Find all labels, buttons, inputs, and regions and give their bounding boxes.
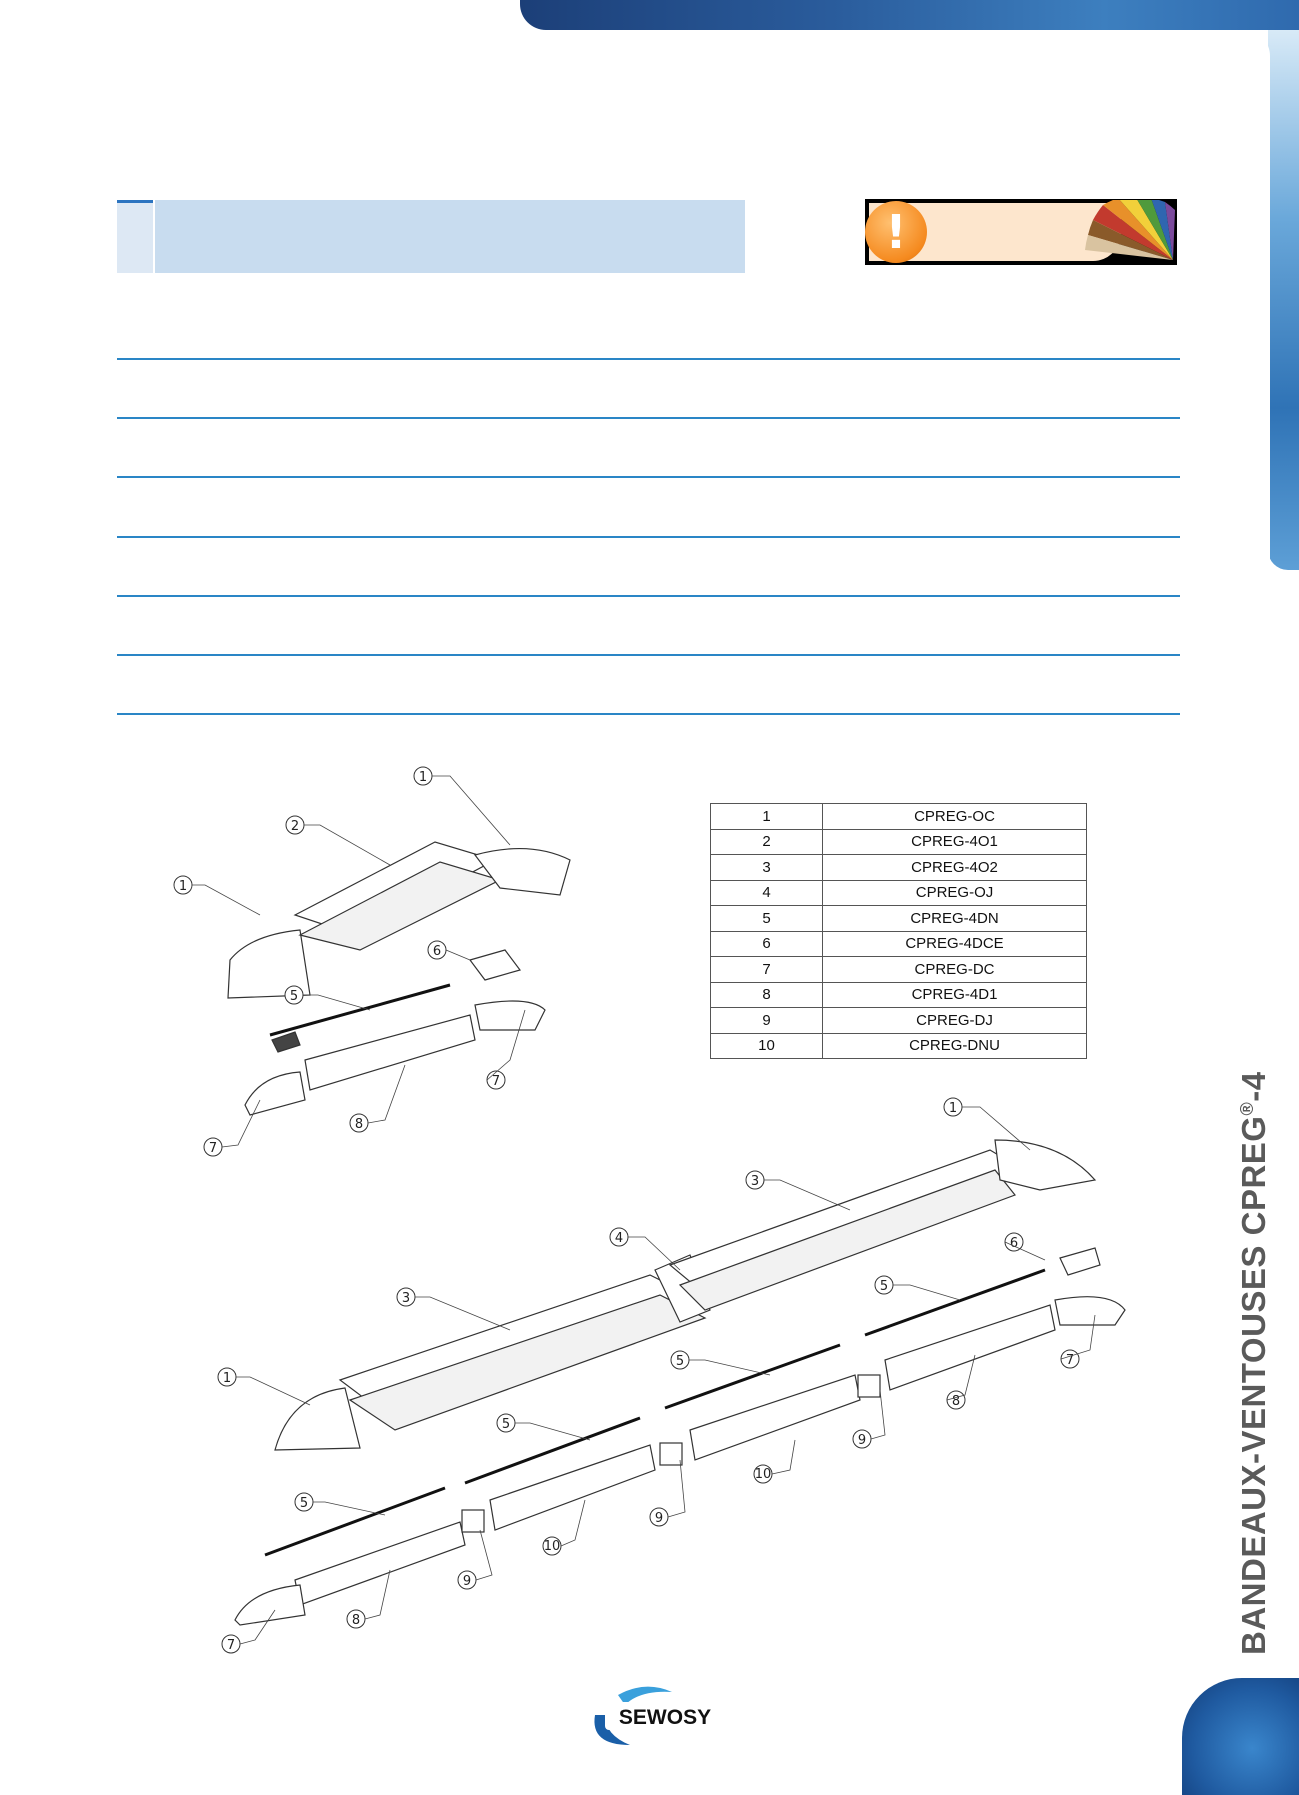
callout-7: 7: [1065, 1353, 1075, 1368]
table-rule: [117, 358, 1180, 360]
title-box: [155, 200, 745, 273]
part-number: 4: [711, 880, 823, 906]
corner-water-decoration: [1182, 1678, 1299, 1795]
callout-2: 2: [290, 819, 300, 834]
side-title-main: BANDEAUX-VENTOUSES CPREG: [1235, 1115, 1272, 1655]
part-code: CPREG-DJ: [823, 1008, 1087, 1034]
table-rule: [117, 417, 1180, 419]
callout-6: 6: [432, 944, 442, 959]
callout-1: 1: [222, 1371, 232, 1386]
carrier-part: [490, 1445, 655, 1530]
side-title: [1235, 1071, 1273, 1655]
callout-5: 5: [289, 989, 299, 1004]
exploded-assembly-diagram: [160, 760, 1140, 1665]
callout-4: 4: [614, 1231, 624, 1246]
callout-3: 3: [750, 1174, 760, 1189]
bracket-part: [462, 1510, 484, 1532]
table-rule: [117, 595, 1180, 597]
bracket-part: [858, 1375, 880, 1397]
diagram-drawing: [228, 842, 1125, 1625]
sewosy-logo: [580, 1680, 730, 1750]
part-code: CPREG-4D1: [823, 982, 1087, 1008]
connector-part: [470, 950, 520, 980]
connector-part: [1060, 1248, 1100, 1275]
callout-7: 7: [491, 1074, 501, 1089]
callout-8: 8: [951, 1394, 961, 1409]
callout-1: 1: [178, 879, 188, 894]
part-code: CPREG-4DN: [823, 906, 1087, 932]
callout-8: 8: [351, 1613, 361, 1628]
callout-10: 10: [754, 1467, 772, 1482]
callout-9: 9: [857, 1433, 867, 1448]
callout-7: 7: [208, 1141, 218, 1156]
part-number: 9: [711, 1008, 823, 1034]
part-code: CPREG-OJ: [823, 880, 1087, 906]
part-number: 3: [711, 855, 823, 881]
callout-5: 5: [501, 1417, 511, 1432]
carrier-part: [690, 1375, 860, 1460]
callout-5: 5: [879, 1279, 889, 1294]
part-code: CPREG-DC: [823, 957, 1087, 983]
part-number: 1: [711, 804, 823, 830]
table-rule: [117, 536, 1180, 538]
registered-mark: ®: [1237, 1101, 1257, 1116]
part-number: 2: [711, 829, 823, 855]
part-code: CPREG-4DCE: [823, 931, 1087, 957]
header-water-band: [520, 0, 1299, 30]
end-cap-part: [475, 1001, 545, 1030]
callout-8: 8: [354, 1117, 364, 1132]
part-code: CPREG-4O1: [823, 829, 1087, 855]
end-cap-part: [235, 1585, 305, 1625]
part-number: 5: [711, 906, 823, 932]
callout-3: 3: [401, 1291, 411, 1306]
table-rule: [117, 476, 1180, 478]
end-cap-part: [995, 1140, 1095, 1190]
title-box-marker: [117, 200, 153, 273]
end-cap-part: [275, 1388, 360, 1450]
color-swatch-fan-icon: [1085, 200, 1175, 262]
part-number: 10: [711, 1033, 823, 1059]
callout-10: 10: [543, 1539, 561, 1554]
part-code: CPREG-4O2: [823, 855, 1087, 881]
bracket-part: [660, 1443, 682, 1465]
callout-6: 6: [1009, 1236, 1019, 1251]
end-cap-part: [1055, 1297, 1125, 1325]
part-number: 8: [711, 982, 823, 1008]
end-cap-part: [245, 1072, 305, 1115]
callout-9: 9: [462, 1574, 472, 1589]
part-code: CPREG-DNU: [823, 1033, 1087, 1059]
table-rule: [117, 654, 1180, 656]
part-number: 7: [711, 957, 823, 983]
carrier-part: [305, 1015, 475, 1090]
part-number: 6: [711, 931, 823, 957]
callout-1: 1: [948, 1101, 958, 1116]
profile-part: [680, 1170, 1015, 1310]
exclamation-icon: !: [885, 205, 907, 259]
callout-5: 5: [675, 1354, 685, 1369]
callout-9: 9: [654, 1511, 664, 1526]
logo-text: SEWOSY: [618, 1706, 712, 1729]
callout-1: 1: [418, 770, 428, 785]
callout-5: 5: [299, 1496, 309, 1511]
end-cap-part: [475, 849, 570, 895]
table-rule: [117, 713, 1180, 715]
side-title-suffix: -4: [1235, 1071, 1272, 1102]
callout-7: 7: [226, 1638, 236, 1653]
part-code: CPREG-OC: [823, 804, 1087, 830]
cable-plug-part: [272, 1032, 300, 1052]
side-water-band: [1268, 30, 1299, 570]
